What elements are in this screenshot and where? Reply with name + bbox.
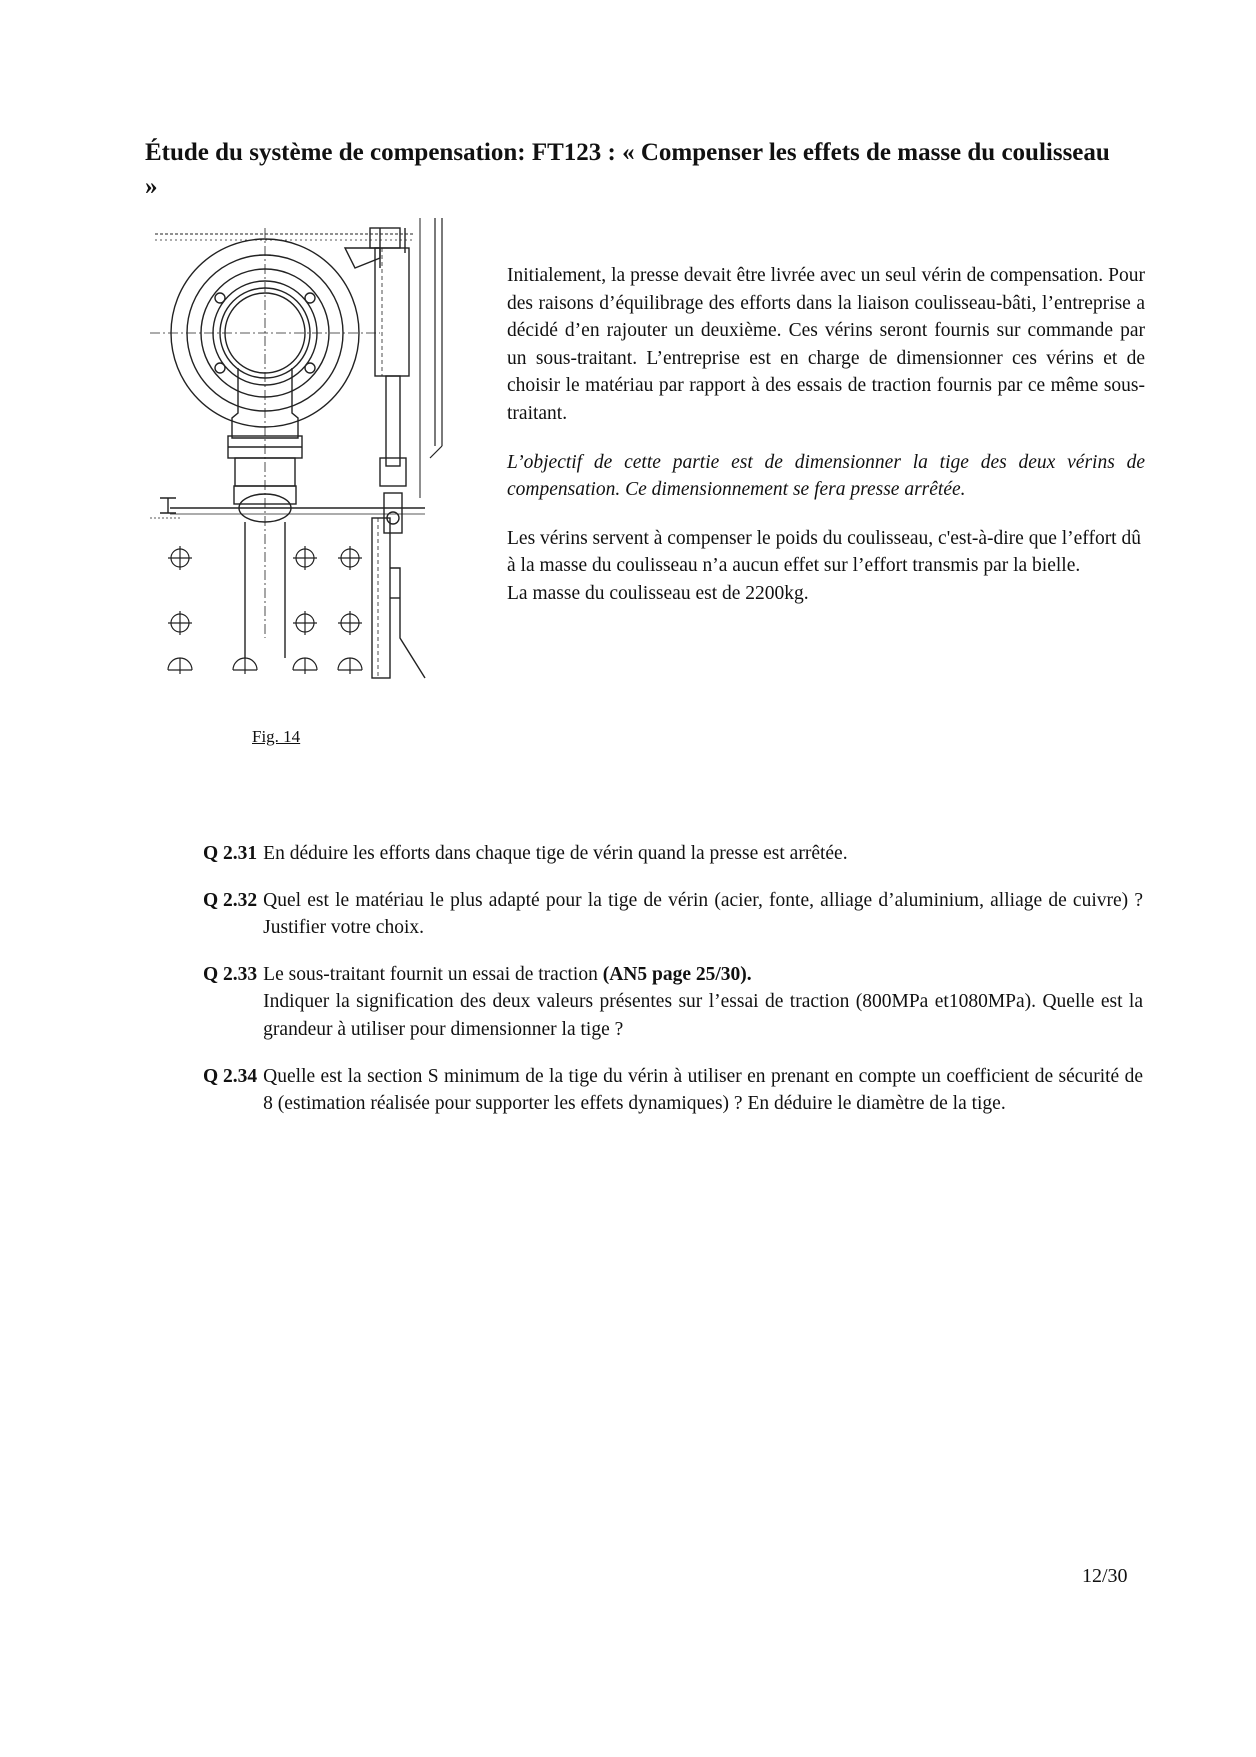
question-text: Quel est le matériau le plus adapté pour la tige de vérin (acier, fonte, alliage d’aluminium, alliage de cuivre) ? Justifier votre choix.	[263, 889, 1143, 939]
question-text	[263, 961, 1143, 1044]
annex-reference: (AN5 page 25/30).	[602, 963, 752, 985]
question-item	[203, 840, 1143, 868]
figure-14	[150, 218, 510, 738]
intro-paragraph: Initialement, la presse devait être livrée avec un seul vérin de compensation. Pour des raisons d’équilibrage des efforts dans la liaison coulisseau-bâti, l’entreprise a décidé d’en rajouter un deuxième. Ces vérins seront fournis sur commande par un sous-traitant. L’entreprise est en charge de dimensionner ces vérins et de choisir le matériau par rapport à des essais de traction fournis par ce même sous-traitant.	[507, 265, 1145, 424]
question-text: Quelle est la section S minimum de la tige du vérin à utiliser en prenant en compte un coefficient de sécurité de 8 (estimation réalisée pour supporter les effets dynamiques) ? En déduire le diamètre de la tige.	[263, 1065, 1143, 1115]
question-number: Q 2.34	[203, 1065, 258, 1087]
question-text: En déduire les efforts dans chaque tige de vérin quand la presse est arrêtée.	[263, 843, 848, 864]
question-item	[203, 961, 1143, 1044]
figure-caption: Fig. 14	[252, 727, 301, 746]
question-list	[203, 840, 1143, 1137]
question-item	[203, 1063, 1143, 1118]
intro-text	[507, 262, 1145, 608]
page-number: 12/30	[1082, 1565, 1128, 1587]
page-title: Étude du système de compensation: FT123 : « Compenser les effets de masse du coulisseau »	[145, 139, 1110, 200]
question-number: Q 2.31	[203, 843, 258, 864]
mass-statement: La masse du coulisseau est de 2200kg.	[507, 582, 809, 604]
objective-paragraph: L’objectif de cette partie est de dimensionner la tige des deux vérins de compensation. Ce dimensionnement se fera presse arrêtée.	[507, 451, 1145, 501]
mechanical-drawing-icon	[150, 218, 510, 728]
question-text-part: Le sous-traitant fournit un essai de traction	[263, 963, 603, 985]
question-item	[203, 887, 1143, 942]
question-number: Q 2.32	[203, 889, 258, 911]
question-text-part: Indiquer la signification des deux valeurs présentes sur l’essai de traction (800MPa et1080MPa). Quelle est la grandeur à utiliser pour dimensionner la tige ?	[263, 991, 1143, 1040]
intro-paragraph: Les vérins servent à compenser le poids du coulisseau, c'est-à-dire que l’effort dû à la masse du coulisseau n’a aucun effet sur l’effort transmis par la bielle.	[507, 527, 1141, 577]
question-number: Q 2.33	[203, 963, 258, 985]
